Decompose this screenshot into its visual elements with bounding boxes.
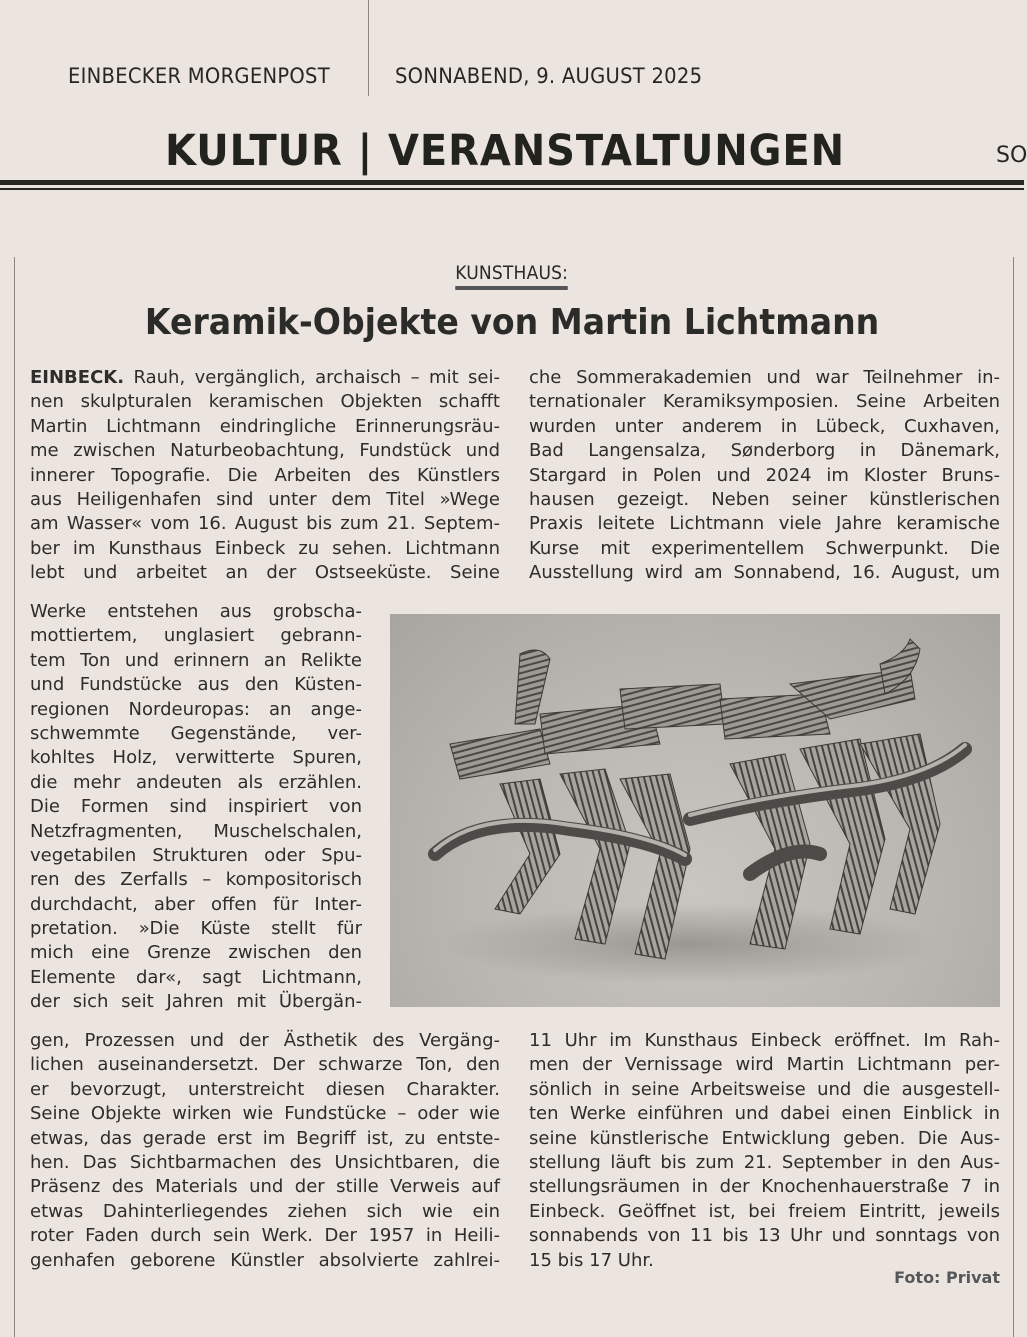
- article-text-line: Elemente dar«, sagt Lichtmann,: [30, 966, 362, 988]
- article-text-line: tem Ton und erinnern an Relikte: [30, 649, 362, 671]
- article-column-left-top: [30, 366, 500, 586]
- article-text-line: Werke entstehen aus grobscha-: [30, 601, 362, 622]
- article-text-line: Stargard in Polen und 2024 im Kloster Bruns-: [529, 464, 1000, 486]
- article-text-line: men der Vernissage wird Martin Lichtmann per-: [529, 1054, 1000, 1076]
- article-kicker: [0, 262, 1024, 290]
- article-text-line: er bevorzugt, unterstreicht diesen Charakter.: [30, 1078, 500, 1100]
- article-text-line: sönlich in seine Arbeitsweise und die ausgestell-: [529, 1078, 1000, 1100]
- article-text-line: der sich seit Jahren mit Übergän-: [30, 991, 362, 1013]
- article-text-line: mich eine Grenze zwischen den: [30, 942, 362, 964]
- article-frame-left: [14, 257, 15, 1337]
- article-text-line: gen, Prozessen und der Ästhetik des Vergäng-: [30, 1030, 500, 1051]
- article-text-line: ten Werke einführen und dabei einen Einblick in: [529, 1103, 1000, 1125]
- article-text-line: etwas Dahinterliegendes ziehen sich wie ein: [30, 1200, 500, 1222]
- article-text-line: wurden unter anderem in Lübeck, Cuxhaven,: [529, 415, 1000, 437]
- article-column-left-bottom: [30, 1029, 500, 1273]
- article-text-line: Präsenz des Materials und der stille Verweis auf: [30, 1176, 500, 1198]
- photo-credit: Foto: Privat: [894, 1268, 1000, 1287]
- article-text-line: Kurse mit experimentellem Schwerpunkt. Die: [529, 537, 1000, 559]
- headline-text: Keramik-Objekte von Martin Lichtmann: [144, 302, 880, 343]
- article-text-line: pretation. »Die Küste stellt für: [30, 918, 362, 940]
- article-text-line: seine künstlerische Entwicklung geben. Die Aus-: [529, 1127, 1000, 1149]
- article-text-line: Seine Objekte wirken wie Fundstücke – oder wie: [30, 1103, 500, 1125]
- section-rule-thin: [0, 188, 1024, 190]
- article-text-line: am Wasser« vom 16. August bis zum 21. Septem-: [30, 513, 500, 535]
- article-text-line: stellung läuft bis zum 21. September in den Aus-: [529, 1151, 1000, 1173]
- article-frame-right: [1013, 257, 1014, 1337]
- article-text-line: Netzfragmenten, Muschelschalen,: [30, 820, 362, 842]
- masthead-date: SONNABEND, 9. AUGUST 2025: [395, 64, 703, 88]
- article-text-line: innerer Topografie. Die Arbeiten des Künstlers: [30, 464, 500, 486]
- article-column-right-top: [529, 366, 1000, 586]
- article-text-line: und Fundstücke aus den Küsten-: [30, 674, 362, 696]
- article-photo: [390, 614, 1000, 1007]
- article-text-line: EINBECK. Rauh, vergänglich, archaisch – mit sei-: [30, 367, 500, 388]
- next-section-fragment: SO: [996, 143, 1027, 168]
- masthead-divider: [368, 0, 369, 96]
- article-text-line: roter Faden durch sein Werk. Der 1957 in Heili-: [30, 1225, 500, 1247]
- article-text-line: Praxis leitete Lichtmann viele Jahre keramische: [529, 513, 1000, 535]
- article-text-line: Die Formen sind inspiriert von: [30, 796, 362, 818]
- article-text-line: che Sommerakademien und war Teilnehmer in-: [529, 367, 1000, 388]
- article-text-line: ternationaler Keramiksymposien. Seine Arbeiten: [529, 391, 1000, 413]
- article-text-line: hen. Das Sichtbarmachen des Unsichtbaren, die: [30, 1151, 500, 1173]
- masthead-newspaper-name: EINBECKER MORGENPOST: [68, 64, 330, 88]
- article-text-line: Einbeck. Geöffnet ist, bei freiem Eintritt, jeweils: [529, 1200, 1000, 1222]
- article-text-line: vegetabilen Strukturen oder Spu-: [30, 844, 362, 866]
- article-text-line: hausen gezeigt. Neben seiner künstlerischen: [529, 488, 1000, 510]
- article-text-line: stellungsräumen in der Knochenhauerstraße 7 in: [529, 1176, 1000, 1198]
- article-text-line: Martin Lichtmann eindringliche Erinnerungsräu-: [30, 415, 500, 437]
- article-headline: [0, 302, 1024, 343]
- article-text-line: aus Heiligenhafen sind unter dem Titel »Wege: [30, 488, 500, 510]
- article-text-line: 15 bis 17 Uhr.: [529, 1249, 654, 1271]
- kicker-text: KUNSTHAUS:: [456, 262, 569, 290]
- article-text-line: lebt und arbeitet an der Ostseeküste. Seine: [30, 562, 500, 584]
- article-text-line: ber im Kunsthaus Einbeck zu sehen. Lichtmann: [30, 537, 500, 559]
- article-text-line: kohltes Holz, verwitterte Spuren,: [30, 747, 362, 769]
- article-text-line: nen skulpturalen keramischen Objekten schafft: [30, 391, 500, 413]
- article-text-line: sonnabends von 11 bis 13 Uhr und sonntags von: [529, 1225, 1000, 1247]
- section-rule-thick: [0, 180, 1024, 185]
- article-text-line: durchdacht, aber offen für Inter-: [30, 893, 362, 915]
- article-text-line: Ausstellung wird am Sonnabend, 16. August, um: [529, 562, 1000, 584]
- article-text-line: schwemmte Gegenstände, ver-: [30, 722, 362, 744]
- article-text-line: Bad Langensalza, Sønderborg in Dänemark,: [529, 440, 1000, 462]
- article-text-line: me zwischen Naturbeobachtung, Fundstück und: [30, 440, 500, 462]
- article-text-line: lichen auseinandersetzt. Der schwarze Ton, den: [30, 1054, 500, 1076]
- article-column-right-bottom: [529, 1029, 1000, 1273]
- article-text-line: genhafen geborene Künstler absolvierte zahlrei-: [30, 1249, 500, 1271]
- article-text-line: etwas, das gerade erst im Begriff ist, zu entste-: [30, 1127, 500, 1149]
- article-text-line: mottiertem, unglasiert gebrann-: [30, 625, 362, 647]
- article-text-line: regionen Nordeuropas: an ange-: [30, 698, 362, 720]
- article-text-line: ren des Zerfalls – kompositorisch: [30, 869, 362, 891]
- article-text-line: die mehr andeuten als erzählen.: [30, 771, 362, 793]
- section-title: KULTUR | VERANSTALTUNGEN: [165, 126, 846, 176]
- article-text-line: 11 Uhr im Kunsthaus Einbeck eröffnet. Im Rah-: [529, 1030, 1000, 1051]
- article-dateline: EINBECK.: [30, 367, 125, 388]
- ceramic-sculpture-illustration: [390, 614, 1000, 1007]
- article-column-left-narrow: [30, 600, 362, 1015]
